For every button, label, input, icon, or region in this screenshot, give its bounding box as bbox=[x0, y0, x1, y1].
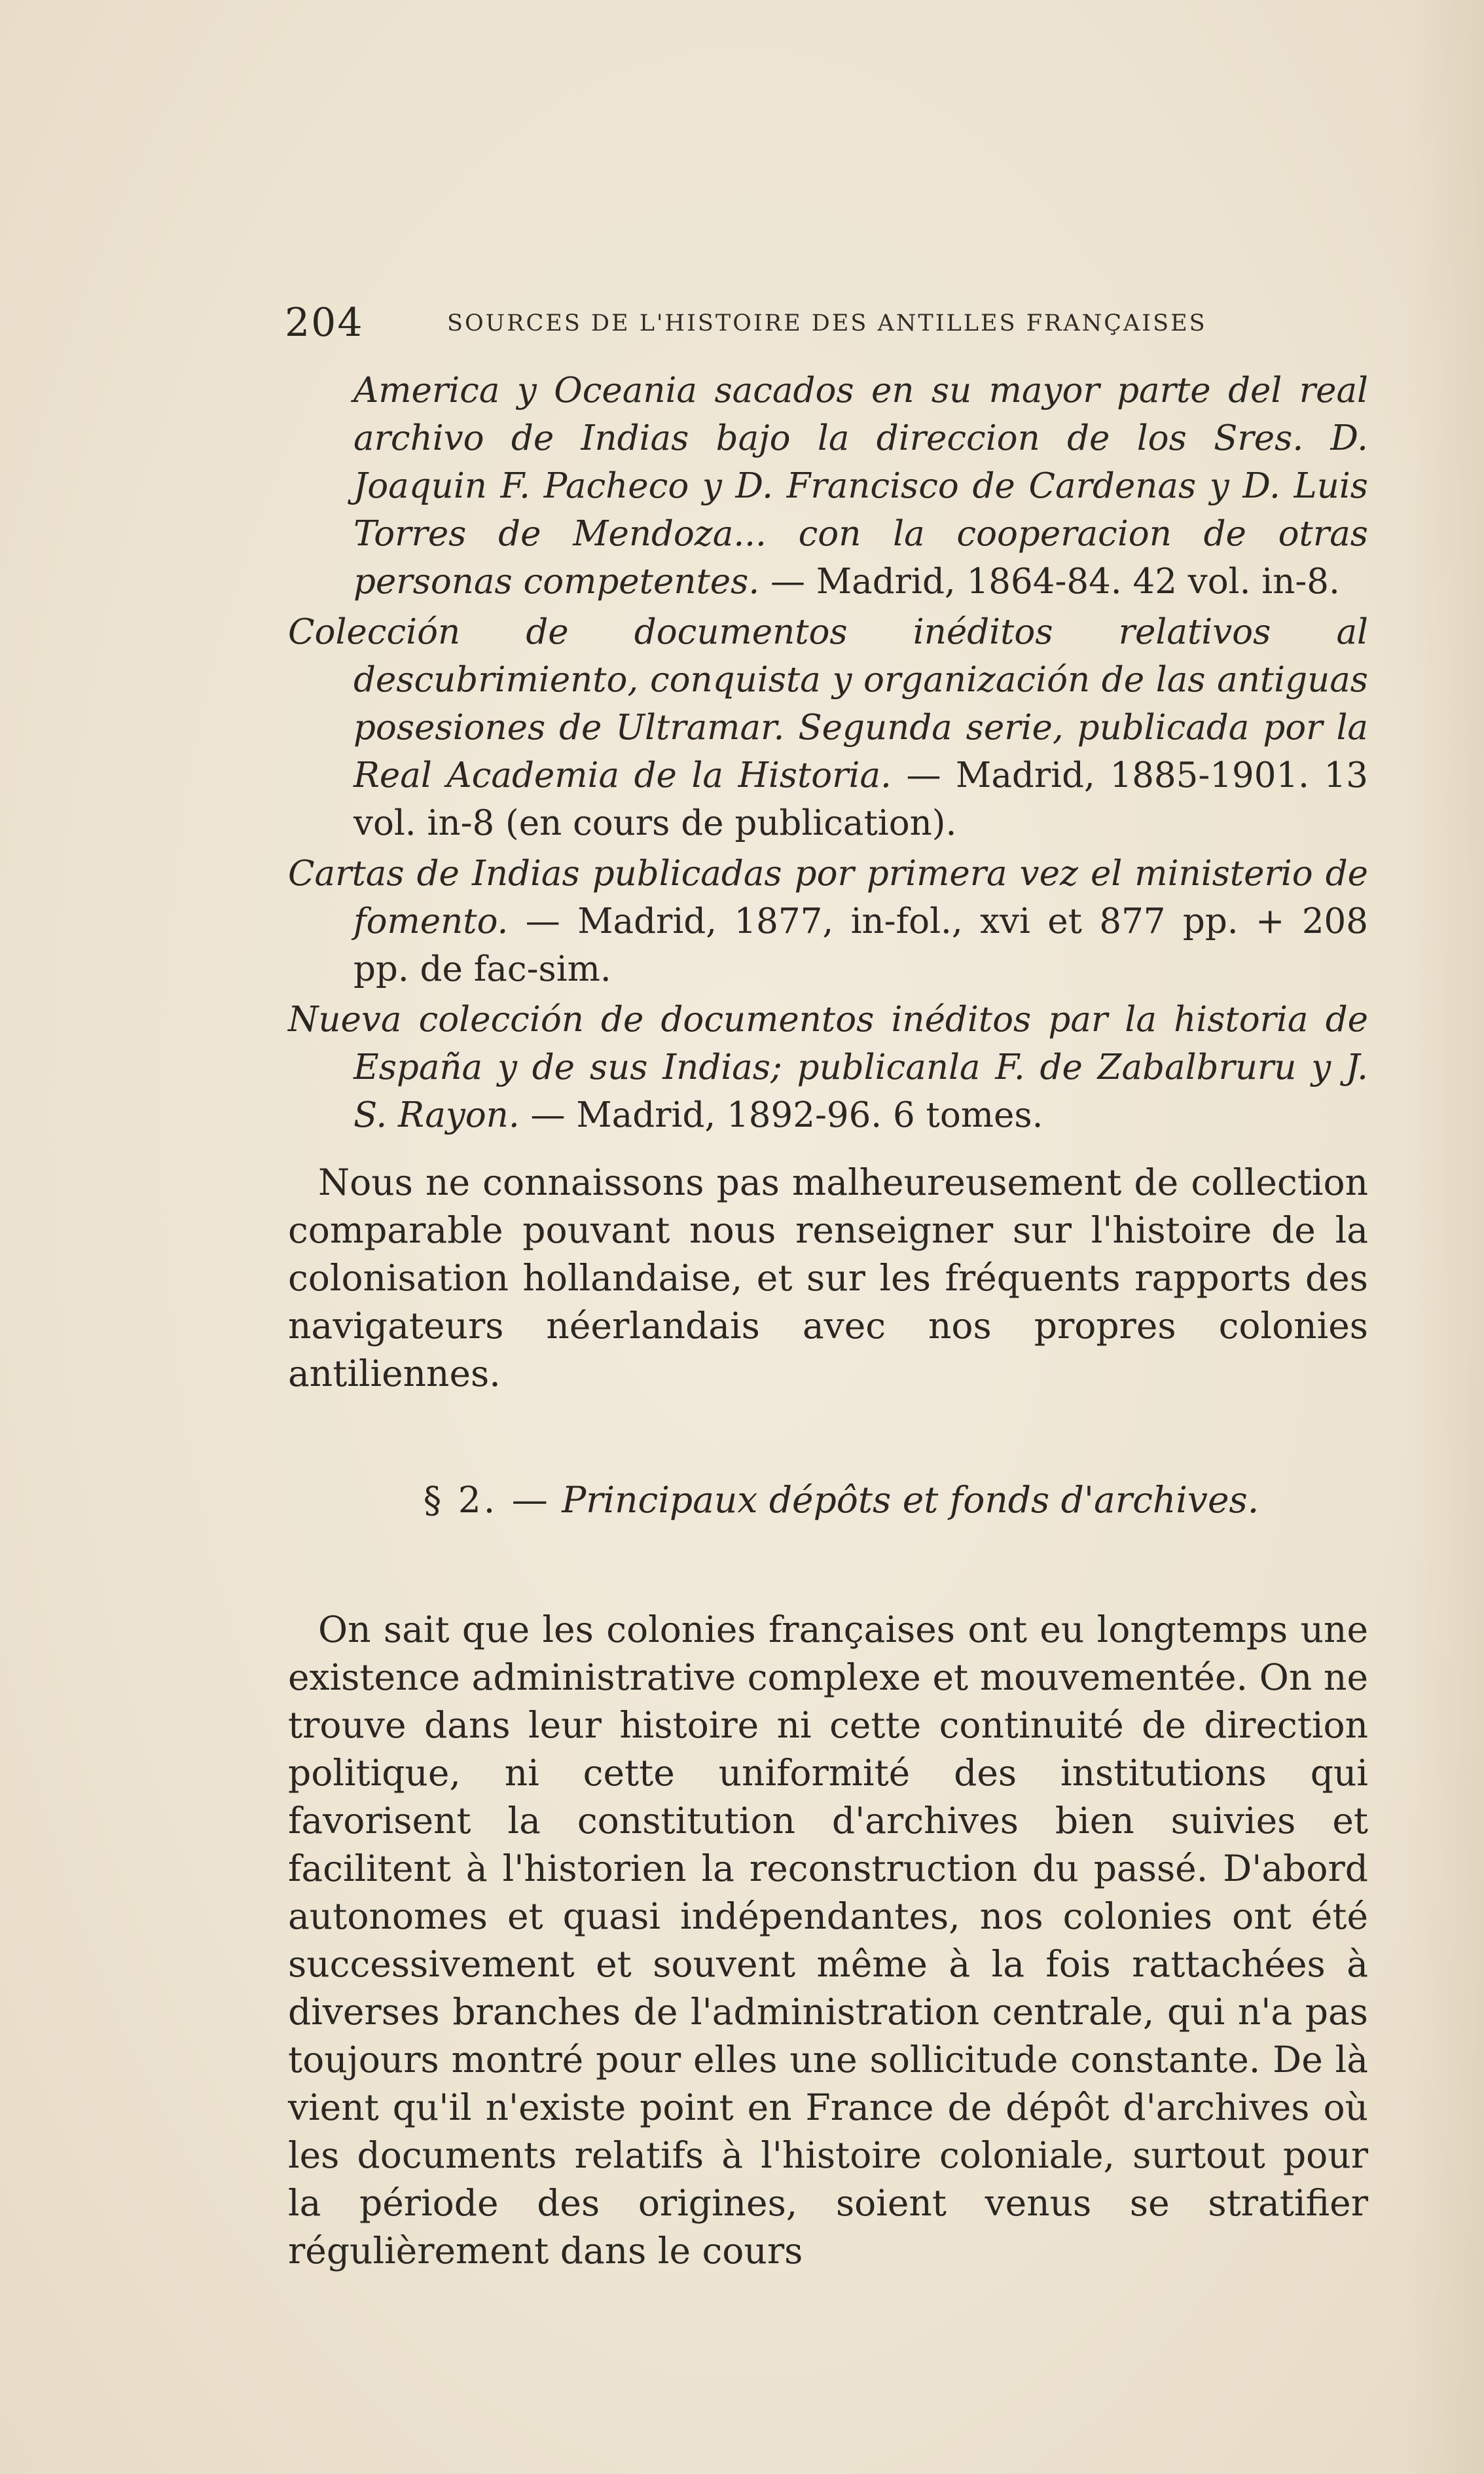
body-paragraph: Nous ne connaissons pas malheureusement de collection comparable pouvant nous renseigner sur l'histoire de la colonisation hollandaise, et sur les fréquents rapports des navigateurs néerlandais avec nos propres colonies antiliennes. bbox=[288, 1161, 1368, 1394]
bibliography-details: — Madrid, 1892-96. 6 tomes. bbox=[519, 1095, 1043, 1135]
section-heading bbox=[288, 1476, 1368, 1524]
bibliography-title: Cartas de Indias publicadas por primera vez el ministerio de fomento. bbox=[288, 854, 1368, 941]
bibliography-list bbox=[288, 367, 1368, 1139]
bibliography-entry bbox=[288, 850, 1368, 993]
bibliography-title: Colección de documentos inéditos relativos al descubrimiento, conquista y organización de las antiguas posesiones de Ultramar. Segunda serie, publicada por la Real Academia de la Historia. bbox=[288, 612, 1368, 795]
running-title: SOURCES DE L'HISTOIRE DES ANTILLES FRANÇAISES bbox=[447, 310, 1207, 337]
body-paragraph: On sait que les colonies françaises ont eu longtemps une existence administrative complexe et mouvementée. On ne trouve dans leur histoire ni cette continuité de direction politique, ni cette uniformité des institutions qui favorisent la constitution d'archives bien suivies et facilitent à l'historien la reconstruction du passé. D'abord autonomes et quasi indépendantes, nos colonies ont été successivement et souvent même à la fois rattachées à diverses branches de l'administration centrale, qui n'a pas toujours montré pour elles une sollicitude constante. De là vient qu'il n'existe point en France de dépôt d'archives où les documents relatifs à l'histoire coloniale, surtout pour la période des origines, soient venus se stratifier régulièrement dans le cours bbox=[288, 1609, 1368, 2272]
bibliography-entry bbox=[288, 996, 1368, 1139]
bibliography-entry bbox=[288, 367, 1368, 606]
running-head bbox=[285, 293, 1227, 346]
bibliography-title: America y Oceania sacados en su mayor parte del real archivo de Indias bajo la direccion de los Sres. D. Joaquin F. Pacheco y D. Francisco de Cardenas y D. Luis Torres de Mendoza... con la cooperacion de otras personas competentes. bbox=[353, 371, 1368, 602]
bibliography-details: — Madrid, 1885-1901. 13 vol. in-8 (en cours de publication). bbox=[353, 755, 1368, 843]
section-number: § 2. — bbox=[423, 1479, 551, 1521]
bibliography-entry bbox=[288, 608, 1368, 847]
bibliography-title: Nueva colección de documentos inéditos par la historia de España y de sus Indias; publicanla F. de Zabalbruru y J. S. Rayon. bbox=[288, 1000, 1368, 1135]
page-body bbox=[288, 367, 1368, 2275]
bibliography-details: — Madrid, 1877, in-fol., xvi et 877 pp. + 208 pp. de fac-sim. bbox=[353, 901, 1368, 989]
section-title: Principaux dépôts et fonds d'archives. bbox=[562, 1479, 1259, 1521]
page-number: 204 bbox=[285, 300, 364, 346]
bibliography-details: — Madrid, 1864-84. 42 vol. in-8. bbox=[759, 562, 1340, 602]
